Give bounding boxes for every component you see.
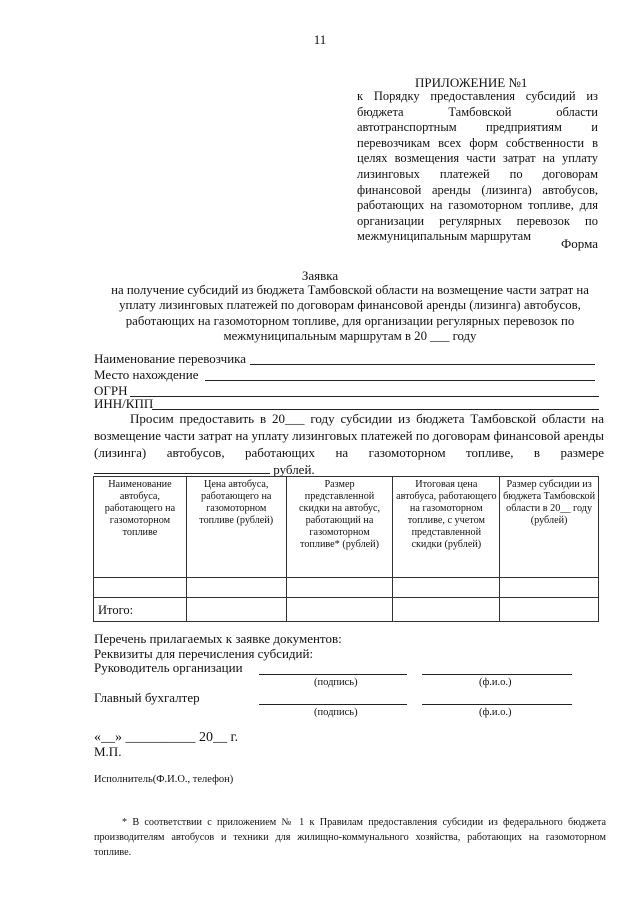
name-caption: (ф.и.о.) (479, 707, 512, 718)
name-caption: (ф.и.о.) (479, 677, 512, 688)
head-label: Руководитель организации (94, 660, 243, 675)
table-header-cell: Размер субсидии из бюджета Тамбовской области в 20__ году (рублей) (500, 477, 599, 578)
table-cell[interactable] (500, 578, 599, 598)
attachments-label: Перечень прилагаемых к заявке документов: (94, 631, 342, 646)
page-number: 11 (313, 32, 327, 47)
accountant-name-line[interactable] (422, 703, 572, 705)
table-row (94, 578, 599, 598)
ogrn-label: ОГРН (94, 383, 128, 398)
table-cell[interactable] (94, 578, 187, 598)
head-name-line[interactable] (422, 673, 572, 675)
inn-kpp-label: ИНН/КПП (94, 396, 154, 411)
signature-caption: (подпись) (314, 677, 358, 688)
appendix-body: к Порядку предоставления субсидий из бюджета Тамбовской области автотранспортным предприятиям и перевозчикам всех форм собственности в целях возмещения части затрат на уплату лизинговых платежей по договорам финансовой аренды (лизинга) автобусов, работающих на газомоторном топливе, для организации регулярных перевозок по межмуниципальным маршрутам (357, 89, 598, 244)
inn-kpp-line[interactable] (152, 396, 599, 410)
request-text: Просим предоставить в 20___ году субсидии из бюджета Тамбовской области на возмещение части затрат на уплату лизинговых платежей по договорам финансовой аренды (лизинга) автобусов, работающих на газомоторном топливе, в размере (94, 411, 604, 460)
table-cell[interactable] (393, 598, 500, 622)
table-header-cell: Размер представленной скидки на автобус, работающий на газомоторном топливе* (рублей) (286, 477, 393, 578)
table-header-cell: Цена автобуса, работающего на газомоторном топливе (рублей) (186, 477, 286, 578)
table-cell[interactable] (286, 598, 393, 622)
table-header-cell: Наименование автобуса, работающего на газомоторном топливе (94, 477, 187, 578)
appendix-title: ПРИЛОЖЕНИЕ №1 (415, 75, 528, 90)
total-label: Итого: (94, 598, 187, 622)
footnote (94, 816, 606, 860)
footnote-text: * В соответствии с приложением № 1 к Правилам предоставления субсидии из федерального бюджета производителям автобусов и техники для жилищно-коммунального хозяйства, работающих на газомоторном топливе. (94, 817, 606, 858)
document-subtitle: на получение субсидий из бюджета Тамбовской области на возмещение части затрат на уплату лизинговых платежей по договорам финансовой аренды (лизинга) автобусов, работающих на газомоторном топливе, для организации регулярных перевозок по межмуниципальным маршрутам в 20 ___ году (111, 283, 589, 343)
signature-caption: (подпись) (314, 707, 358, 718)
accountant-signature-line[interactable] (259, 703, 407, 705)
request-text-end: рублей. (273, 462, 315, 477)
amount-line[interactable] (94, 463, 270, 474)
stamp-label: М.П. (94, 744, 122, 759)
table-cell[interactable] (186, 598, 286, 622)
date-line: «__» __________ 20__ г. (94, 730, 239, 745)
document-title: Заявка (301, 268, 339, 283)
table-cell[interactable] (186, 578, 286, 598)
table-header-cell: Итоговая цена автобуса, работающего на газомоторном топливе, с учетом представленной скидки (рублей) (393, 477, 500, 578)
table-cell[interactable] (286, 578, 393, 598)
request-paragraph (94, 410, 604, 478)
subsidy-table (93, 476, 599, 622)
head-signature-line[interactable] (259, 673, 407, 675)
location-line[interactable] (205, 367, 595, 381)
table-cell[interactable] (393, 578, 500, 598)
carrier-name-line[interactable] (250, 351, 595, 365)
executor-label: Исполнитель(Ф.И.О., телефон) (94, 774, 234, 785)
location-label: Место нахождение (94, 367, 199, 382)
form-label: Форма (561, 236, 598, 251)
table-total-row (94, 598, 599, 622)
requisites-label: Реквизиты для перечисления субсидий: (94, 646, 314, 661)
accountant-label: Главный бухгалтер (94, 690, 200, 705)
carrier-name-label: Наименование перевозчика (94, 351, 247, 366)
table-cell[interactable] (500, 598, 599, 622)
ogrn-line[interactable] (130, 383, 599, 397)
